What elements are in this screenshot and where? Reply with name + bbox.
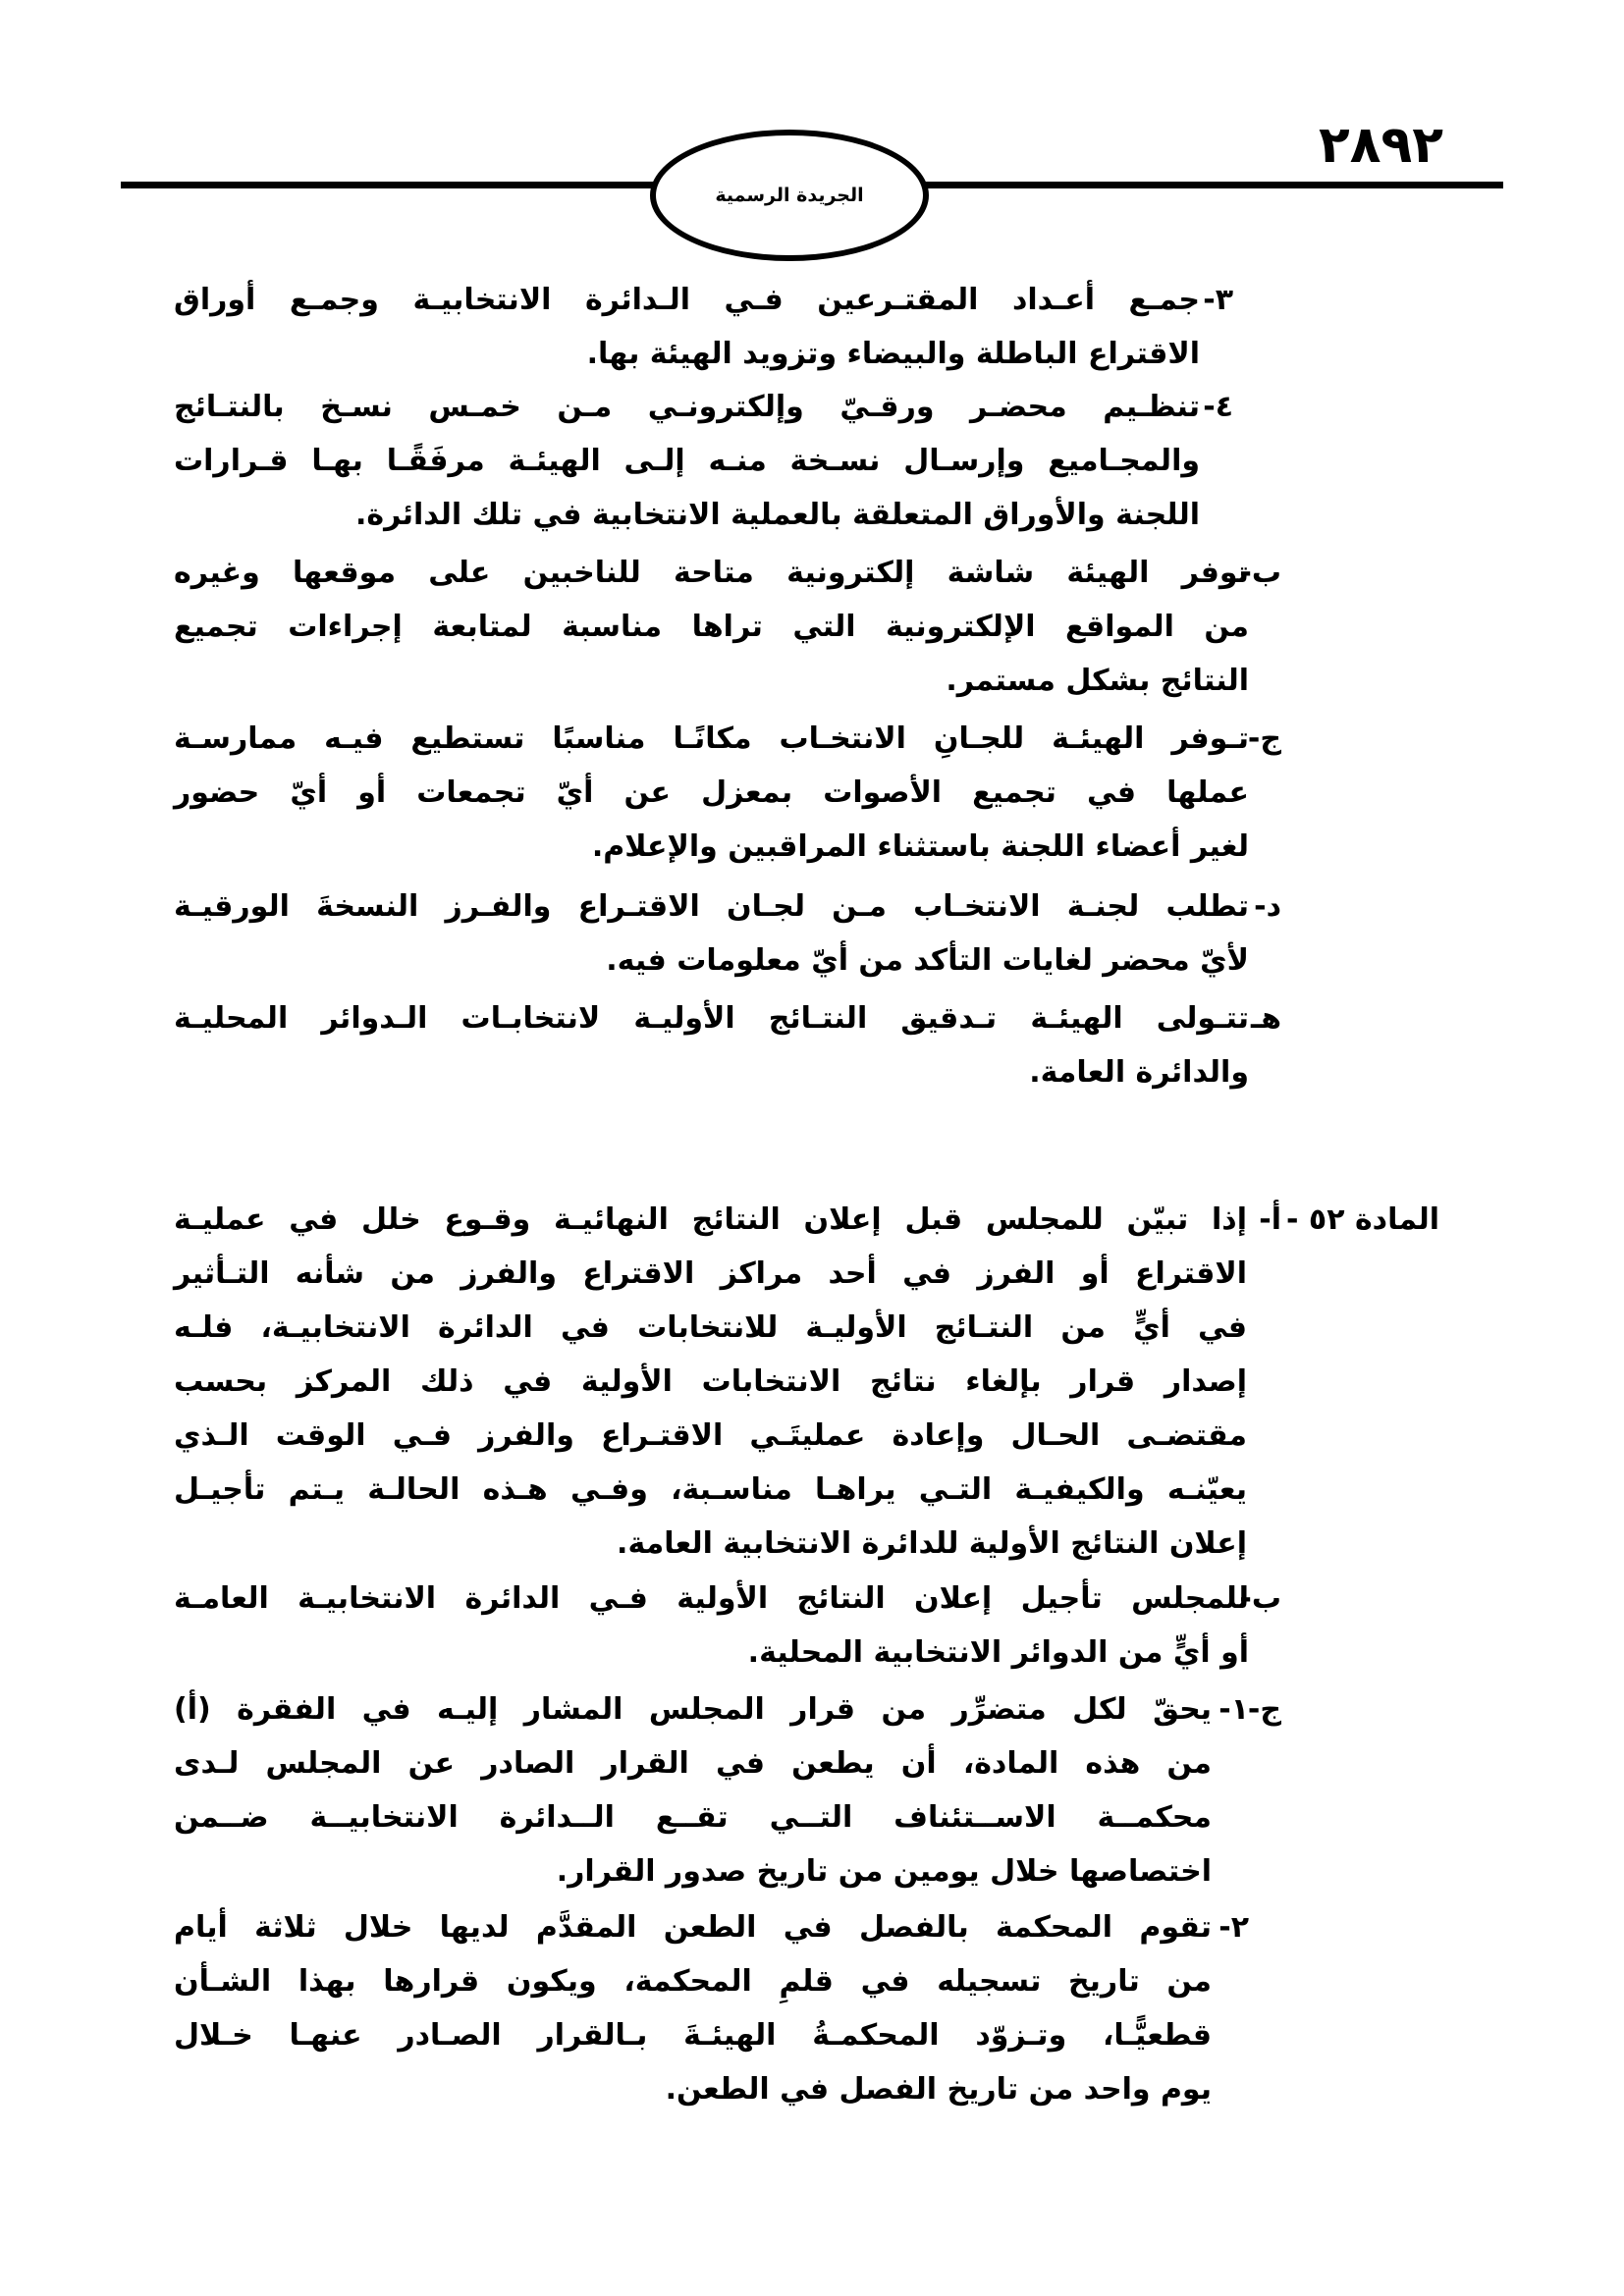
subclause-marker: ٢- <box>1218 1910 1249 1945</box>
clause-para-d <box>0 880 1624 988</box>
clause-text <box>174 1682 1212 1898</box>
clause-text <box>174 1572 1249 1680</box>
text-line: اختصاصها خلال يومين من تاريخ صدور القرار. <box>556 1854 1212 1889</box>
text-line: محكمــة الاســتئناف التــي تقــع الــدائرة الانتخابيــة ضــمن <box>174 1800 1212 1835</box>
clause-text <box>174 380 1200 542</box>
text-line: تتـولى الهيئـة تـدقيق النتـائج الأوليـة لانتخابـات الـدوائر المحليـة <box>174 1001 1249 1036</box>
clause-art52-a <box>0 1193 1624 1571</box>
clause-art52-b <box>0 1572 1624 1680</box>
clause-item-4 <box>0 380 1624 542</box>
text-line: إصدار قرار بإلغاء نتائج الانتخابات الأولية في ذلك المركز بحسب <box>174 1364 1247 1399</box>
subclause-marker: ١- <box>1218 1692 1249 1727</box>
text-line: لغير أعضاء اللجنة باستثناء المراقبين والإعلام. <box>591 829 1249 864</box>
clause-item-3 <box>0 273 1624 381</box>
clause-text <box>174 546 1249 708</box>
text-line: قطعيًّـا، وتـزوّد المحكمـةُ الهيئـةَ بـالقرار الصـادر عنهـا خـلال <box>174 2018 1212 2053</box>
text-line: والمجـاميع وإرسـال نسـخة منـه إلـى الهيئـة مرفَقًـا بهـا قـرارات <box>174 444 1200 478</box>
publication-title: الجريدة الرسمية <box>715 185 864 206</box>
text-line: الاقتراع الباطلة والبيضاء وتزويد الهيئة بها. <box>586 337 1200 371</box>
clause-marker: ب- <box>1239 556 1281 590</box>
clause-marker: ج- <box>1247 721 1281 756</box>
text-line: للمجلس تأجيل إعلان النتائج الأولية فـي الدائرة الانتخابيـة العامـة <box>174 1581 1249 1616</box>
clause-para-h <box>0 991 1624 1099</box>
text-line: من المواقع الإلكترونية التي تراها مناسبة لمتابعة إجراءات تجميع <box>174 610 1249 644</box>
text-line: تنظـيم محضـر ورقـيّ وإلكترونـي مـن خمـس نسـخ بالنتـائج <box>174 390 1200 424</box>
clause-marker: ٣- <box>1203 283 1233 317</box>
text-line: إعلان النتائج الأولية للدائرة الانتخابية العامة. <box>617 1526 1247 1561</box>
text-line: إذا تبيّن للمجلس قبل إعلان النتائج النهائيـة وقـوع خلل في عمليـة <box>174 1202 1247 1237</box>
clause-art52-j2 <box>0 1900 1624 2116</box>
clause-marker: هـ <box>1250 1001 1281 1036</box>
clause-marker: ٤- <box>1203 390 1233 424</box>
text-line: من تاريخ تسجيله في قلمِ المحكمة، ويكون قرارها بهذا الشـأن <box>174 1964 1212 1999</box>
text-line: يحقّ لكل متضرِّر من قرار المجلس المشار إليـه في الفقرة (أ) <box>174 1692 1212 1727</box>
text-line: مقتضـى الحـال وإعادة عمليتَـي الاقتـراع والفرز فـي الوقت الـذي <box>174 1418 1247 1453</box>
clause-marker: أ- <box>1259 1202 1281 1237</box>
clause-para-j <box>0 712 1624 874</box>
gazette-emblem <box>650 130 929 261</box>
text-line: تطلب لجنـة الانتخـاب مـن لجـان الاقتـراع والفـرز النسخةَ الورقيـة <box>174 889 1249 924</box>
text-line: أو أيٍّ من الدوائر الانتخابية المحلية. <box>747 1635 1249 1670</box>
clause-text <box>174 273 1200 381</box>
text-line: تـوفر الهيئـة للجـانِ الانتخـاب مكانًـا مناسبًا تستطيع فيـه ممارسـة <box>174 721 1249 756</box>
clause-text <box>174 991 1249 1099</box>
text-line: في أيٍّ من النتـائج الأوليـة للانتخابات في الدائرة الانتخابيـة، فلـه <box>174 1310 1247 1345</box>
text-line: يوم واحد من تاريخ الفصل في الطعن. <box>665 2072 1212 2107</box>
clause-marker: د- <box>1254 889 1281 924</box>
clause-marker: ب- <box>1239 1581 1281 1616</box>
text-line: جمـع أعـداد المقتـرعين فـي الـدائرة الانتخابيـة وجمـع أوراق <box>174 283 1200 317</box>
text-line: عملها في تجميع الأصوات بمعزل عن أيّ تجمعات أو أيّ حضور <box>174 775 1249 810</box>
text-line: تقوم المحكمة بالفصل في الطعن المقدَّم لديها خلال ثلاثة أيام <box>174 1910 1212 1945</box>
clause-para-b <box>0 546 1624 708</box>
article-label: المادة ٥٢ - <box>1285 1202 1439 1237</box>
text-line: والدائرة العامة. <box>1029 1055 1249 1090</box>
page-number: ٢٨٩٢ <box>1319 116 1443 175</box>
clause-text <box>174 1900 1212 2116</box>
text-line: النتائج بشكل مستمر. <box>946 664 1249 698</box>
clause-text <box>174 1193 1247 1571</box>
text-line: اللجنة والأوراق المتعلقة بالعملية الانتخابية في تلك الدائرة. <box>354 498 1200 532</box>
text-line: يعيّنـه والكيفيـة التـي يراهـا مناسـبة، وفـي هـذه الحالـة يـتم تأجيـل <box>174 1472 1247 1507</box>
text-line: من هذه المادة، أن يطعن في القرار الصادر عن المجلس لـدى <box>174 1746 1212 1781</box>
clause-art52-j1 <box>0 1682 1624 1898</box>
clause-text <box>174 880 1249 988</box>
text-line: لأيّ محضر لغايات التأكد من أيّ معلومات فيه. <box>606 943 1249 978</box>
text-line: الاقتراع أو الفرز في أحد مراكز الاقتراع والفرز من شأنه التـأثير <box>174 1256 1247 1291</box>
clause-text <box>174 712 1249 874</box>
clause-marker: ج- <box>1247 1692 1281 1727</box>
text-line: توفر الهيئة شاشة إلكترونية متاحة للناخبين على موقعها وغيره <box>174 556 1249 590</box>
